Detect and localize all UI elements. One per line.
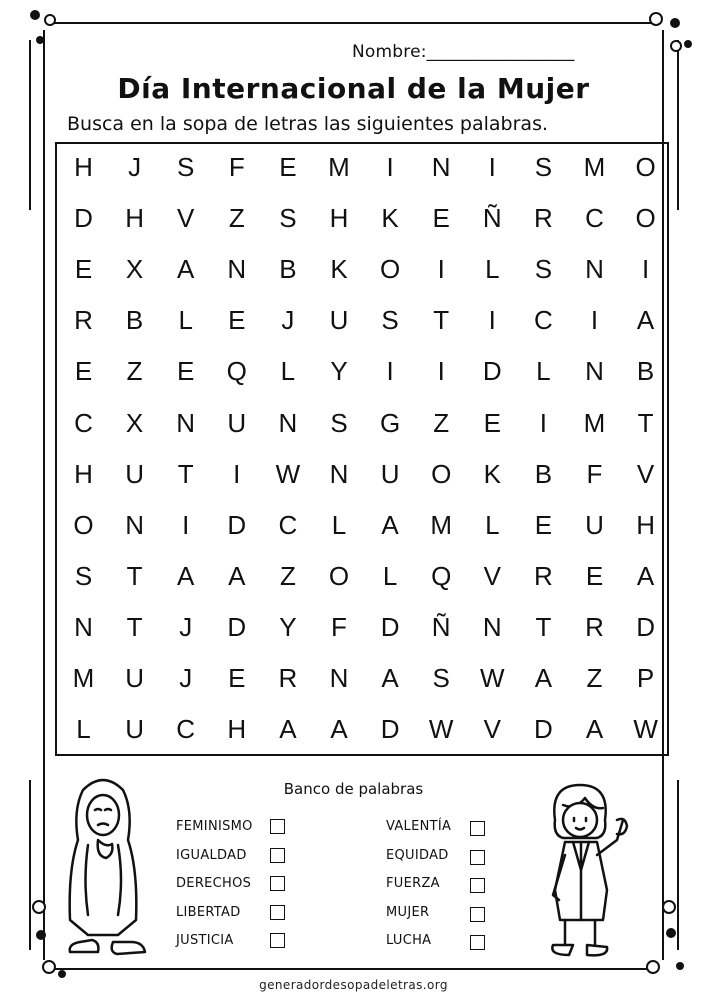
word-bank-item: LUCHA [386,933,432,948]
grid-letter[interactable]: K [381,203,399,234]
grid-letter[interactable]: N [585,254,604,285]
grid-letter[interactable]: W [275,458,301,489]
border-top [50,22,657,24]
grid-letter[interactable]: D [74,203,93,234]
grid-letter[interactable]: M [430,509,453,540]
grid-letter[interactable]: A [381,509,399,540]
grid-letter[interactable]: S [381,305,399,336]
grid-letter[interactable]: W [633,714,658,745]
grid-letter[interactable]: D [227,611,247,642]
grid-letter[interactable]: E [74,254,93,285]
grid-letter[interactable]: I [488,305,496,336]
grid-letter[interactable]: N [278,407,298,438]
grid-letter[interactable]: I [641,254,650,285]
grid-letter[interactable]: O [635,152,656,182]
grid-letter[interactable]: D [227,509,247,540]
grid-letter[interactable]: S [74,560,93,591]
grid-letter[interactable]: J [128,152,142,182]
grid-letter[interactable]: X [125,407,144,438]
grid-letter[interactable]: A [636,305,655,336]
border-right-outer [677,40,679,210]
word-checkbox[interactable] [470,850,485,865]
grid-letter[interactable]: R [278,663,298,693]
grid-letter[interactable]: C [74,407,93,438]
grid-letter[interactable]: H [329,203,349,234]
word-checkbox[interactable] [270,819,285,834]
woman-short-hair-illustration [535,780,645,960]
grid-letter[interactable]: D [534,714,553,745]
grid-letter[interactable]: L [76,714,91,745]
grid-letter[interactable]: I [233,458,241,489]
grid-letter[interactable]: E [74,356,93,387]
grid-letter[interactable]: X [125,254,144,285]
word-bank-item: MUJER [386,904,430,920]
grid-letter[interactable]: L [485,254,500,285]
grid-letter[interactable]: N [329,663,349,693]
grid-letter[interactable]: L [382,560,398,591]
word-checkbox[interactable] [270,848,285,863]
grid-letter[interactable]: Ñ [431,611,451,642]
grid-letter[interactable]: A [228,560,246,591]
corner-dot [36,930,46,940]
grid-letter[interactable]: Z [433,407,450,438]
grid-letter[interactable]: O [635,203,656,234]
word-bank-item: VALENTÍA [386,819,452,834]
grid-letter[interactable]: N [74,611,93,642]
grid-letter[interactable]: A [177,254,195,285]
corner-ring [646,960,660,974]
grid-letter[interactable]: Z [586,663,603,693]
grid-letter[interactable]: W [480,663,505,693]
grid-letter[interactable]: R [534,560,553,591]
grid-letter[interactable]: R [74,305,93,336]
border-left [43,30,45,960]
word-bank-item: FEMINISMO [176,819,253,834]
grid-letter[interactable]: D [380,714,400,745]
grid-letter[interactable]: Z [228,203,245,234]
grid-letter[interactable]: T [126,560,143,591]
grid-letter[interactable]: U [227,407,247,438]
grid-letter[interactable]: E [279,152,297,182]
corner-ring [649,12,663,26]
grid-letter[interactable]: M [583,152,606,182]
word-checkbox[interactable] [470,821,485,836]
grid-letter[interactable]: T [433,305,450,336]
word-checkbox[interactable] [270,905,285,920]
grid-letter[interactable]: W [428,714,454,745]
grid-letter[interactable]: B [125,305,144,336]
grid-letter[interactable]: O [431,458,452,489]
grid-letter[interactable]: S [432,663,450,693]
grid-letter[interactable]: N [585,356,604,387]
grid-letter[interactable]: L [536,356,551,387]
grid-letter[interactable]: H [125,203,144,234]
grid-letter[interactable]: A [534,663,553,693]
word-checkbox[interactable] [470,935,485,950]
word-bank-item: EQUIDAD [386,847,449,863]
grid-letter[interactable]: N [176,407,196,438]
grid-letter[interactable]: L [485,509,500,540]
grid-letter[interactable]: K [330,254,348,285]
name-field-label: Nombre:_________________ [352,42,575,62]
grid-letter[interactable]: N [329,458,349,489]
grid-letter[interactable]: Y [330,356,348,387]
grid-letter[interactable]: T [535,611,552,642]
grid-letter[interactable]: C [278,509,298,540]
grid-letter[interactable]: H [74,458,93,489]
corner-dot [36,36,44,44]
word-checkbox[interactable] [270,933,285,948]
word-bank-title: Banco de palabras [283,780,424,798]
grid-letter[interactable]: B [279,254,297,285]
grid-letter[interactable]: E [432,203,450,234]
grid-letter[interactable]: V [483,714,501,745]
grid-letter[interactable]: H [636,509,655,540]
grid-letter[interactable]: B [534,458,553,489]
grid-letter[interactable]: S [330,407,348,438]
grid-letter[interactable]: F [331,611,347,642]
border-left-outer [29,40,31,210]
grid-letter[interactable]: L [178,305,193,336]
grid-letter[interactable]: A [279,714,297,745]
instructions-text: Busca en la sopa de letras las siguientes palabras. [67,113,549,135]
corner-ring [44,14,56,26]
grid-letter[interactable]: B [636,356,655,387]
grid-letter[interactable]: Q [431,560,452,591]
grid-letter[interactable]: Q [226,356,247,387]
grid-letter[interactable]: S [534,152,553,182]
grid-letter[interactable]: A [381,663,399,693]
grid-letter[interactable]: O [73,509,94,540]
grid-letter[interactable]: R [585,611,604,642]
corner-ring [670,40,682,52]
grid-letter[interactable]: D [636,611,655,642]
grid-letter[interactable]: C [585,203,604,234]
grid-letter[interactable]: L [280,356,296,387]
corner-ring [32,900,46,914]
grid-letter[interactable]: U [125,458,144,489]
footer-site: generadordesopadeletras.org [259,978,448,992]
grid-letter[interactable]: I [590,305,599,336]
woman-headscarf-illustration [58,770,148,960]
grid-letter[interactable]: U [585,509,604,540]
grid-letter[interactable]: U [329,305,349,336]
grid-letter[interactable]: V [177,203,195,234]
grid-letter[interactable]: I [539,407,547,438]
word-bank-item: JUSTICIA [176,933,234,948]
grid-letter[interactable]: J [179,663,193,693]
corner-ring [662,900,676,914]
word-checkbox[interactable] [470,907,485,922]
grid-letter[interactable]: H [74,152,93,182]
grid-letter[interactable]: I [386,152,394,182]
grid-letter[interactable]: E [228,305,246,336]
grid-letter[interactable]: F [228,152,245,182]
grid-letter[interactable]: I [488,152,496,182]
corner-dot [670,18,680,28]
grid-letter[interactable]: C [534,305,553,336]
grid-letter[interactable]: T [126,611,143,642]
grid-letter[interactable]: U [125,663,144,693]
grid-letter[interactable]: D [380,611,400,642]
grid-letter[interactable]: T [177,458,194,489]
grid-letter[interactable]: E [585,560,604,591]
word-bank-item: LIBERTAD [176,904,241,920]
grid-letter[interactable]: U [125,714,144,745]
grid-letter[interactable]: Ñ [482,203,502,234]
grid-letter[interactable]: C [176,714,196,745]
word-bank-item: DERECHOS [176,876,252,891]
word-checkbox[interactable] [270,876,285,891]
corner-dot [30,10,40,20]
grid-letter[interactable]: S [534,254,553,285]
corner-dot [684,40,692,48]
corner-dot [676,962,684,970]
grid-letter[interactable]: K [483,458,501,489]
word-checkbox[interactable] [470,878,485,893]
grid-letter[interactable]: E [483,407,501,438]
grid-letter[interactable]: I [182,509,190,540]
grid-letter[interactable]: S [177,152,195,182]
grid-letter[interactable]: M [72,663,95,693]
border-right-outer-bottom [677,780,679,950]
grid-letter[interactable]: M [583,407,606,438]
grid-letter[interactable]: I [386,356,394,387]
grid-letter[interactable]: Y [279,611,297,642]
border-bottom [50,968,657,970]
grid-letter[interactable]: N [227,254,247,285]
grid-letter[interactable]: J [179,611,193,642]
grid-letter[interactable]: T [637,407,654,438]
grid-letter[interactable]: E [534,509,553,540]
grid-letter[interactable]: R [534,203,553,234]
grid-letter[interactable]: M [328,152,350,182]
grid-letter[interactable]: A [177,560,195,591]
grid-letter[interactable]: Z [279,560,296,591]
grid-letter[interactable]: N [431,152,451,182]
word-bank-item: IGUALDAD [176,847,247,863]
grid-letter[interactable]: A [585,714,604,745]
grid-letter[interactable]: S [279,203,297,234]
grid-letter[interactable]: A [330,714,348,745]
border-left-outer-bottom [29,780,31,950]
grid-letter[interactable]: P [636,663,655,693]
grid-letter[interactable]: A [636,560,655,591]
grid-letter[interactable]: N [125,509,144,540]
grid-letter[interactable]: E [177,356,195,387]
page-title: Día Internacional de la Mujer [117,72,590,105]
word-bank-item: FUERZA [386,876,440,891]
grid-letter[interactable]: L [331,509,347,540]
grid-letter[interactable]: G [379,407,401,438]
corner-dot [58,970,66,978]
grid-letter[interactable]: V [483,560,501,591]
grid-letter[interactable]: F [586,458,603,489]
grid-letter[interactable]: Z [126,356,143,387]
grid-letter[interactable]: E [228,663,246,693]
corner-ring [42,960,56,974]
grid-letter[interactable]: V [636,458,655,489]
grid-letter[interactable]: U [380,458,400,489]
grid-letter[interactable]: J [281,305,295,336]
grid-letter[interactable]: D [482,356,502,387]
grid-letter[interactable]: O [328,560,350,591]
corner-dot [666,928,676,938]
grid-letter[interactable]: O [379,254,401,285]
grid-letter[interactable]: N [482,611,502,642]
grid-letter[interactable]: I [437,356,445,387]
grid-letter[interactable]: H [227,714,247,745]
grid-letter[interactable]: I [437,254,445,285]
